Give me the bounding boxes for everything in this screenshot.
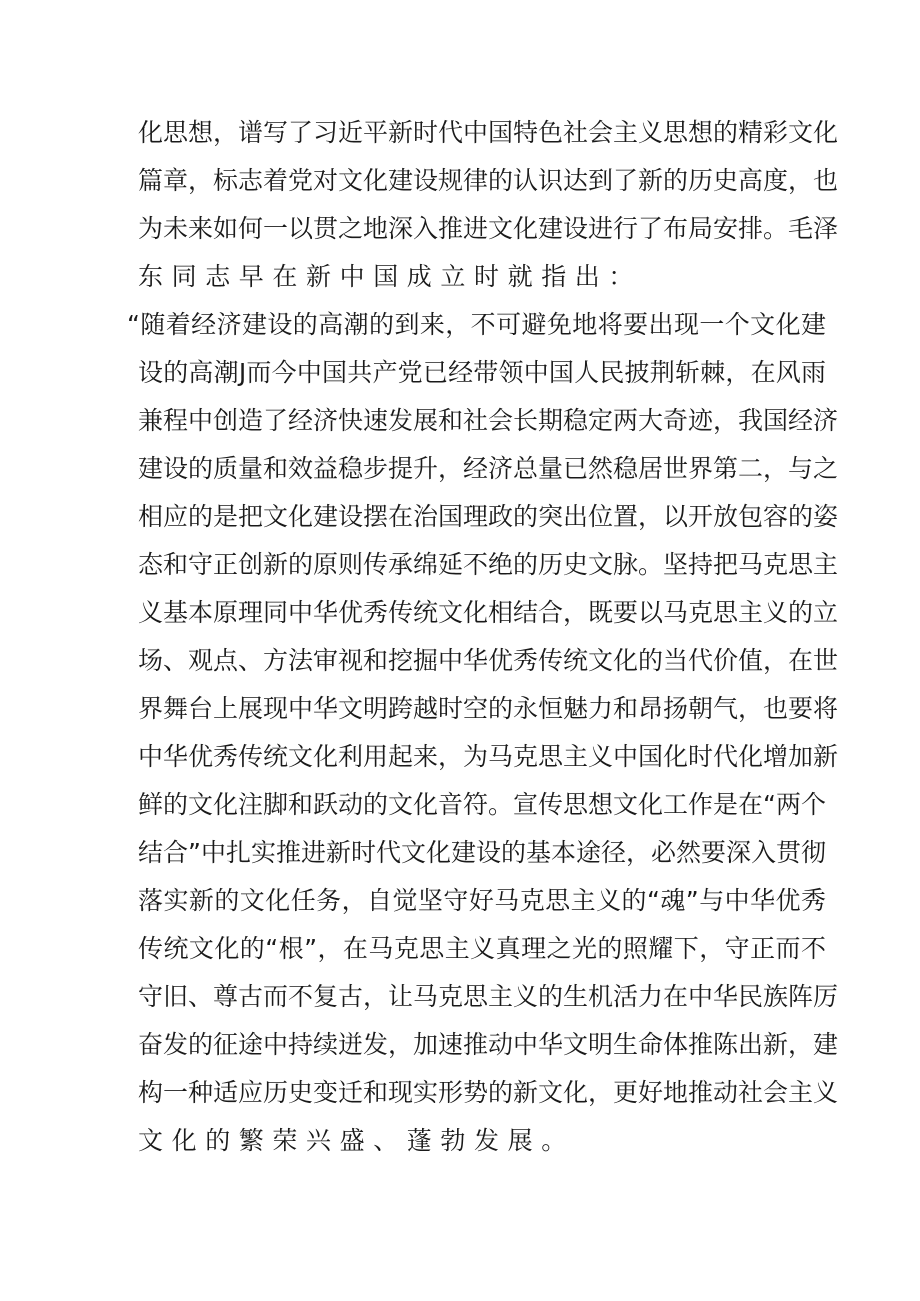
text-line: 场、观点、方法审视和挖掘中华优秀传统文化的当代价值，在世 — [138, 646, 839, 675]
text-line: 相应的是把文化建设摆在治国理政的突出位置，以开放包容的姿 — [138, 502, 839, 531]
text-line: 落实新的文化任务，自觉坚守好马克思主义的“魂”与中华优秀 — [138, 886, 826, 915]
text-line: 东同志早在新中国成立时就指出： — [138, 262, 643, 291]
text-line: 义基本原理同中华优秀传统文化相结合，既要以马克思主义的立 — [138, 598, 839, 627]
text-line: 中华优秀传统文化利用起来，为马克思主义中国化时代化增加新 — [138, 742, 839, 771]
text-line: “随着经济建设的高潮的到来，不可避免地将要出现一个文化建 — [127, 310, 826, 339]
text-line: 设的高潮J而今中国共产党已经带领中国人民披荆斩棘，在风雨 — [138, 358, 826, 387]
text-line: 为未来如何一以贯之地深入推进文化建设进行了布局安排。毛泽 — [138, 214, 839, 243]
text-line: 兼程中创造了经济快速发展和社会长期稳定两大奇迹，我国经济 — [138, 406, 839, 435]
text-line: 文化的繁荣兴盛、蓬勃发展。 — [138, 1126, 575, 1155]
text-line: 奋发的征途中持续迸发，加速推动中华文明生命体推陈出新，建 — [138, 1030, 839, 1059]
text-line: 化思想，谱写了习近平新时代中国特色社会主义思想的精彩文化 — [138, 118, 839, 147]
text-line: 篇章，标志着党对文化建设规律的认识达到了新的历史高度，也 — [138, 166, 839, 195]
text-line: 界舞台上展现中华文明跨越时空的永恒魅力和昂扬朝气，也要将 — [138, 694, 839, 723]
text-line: 鲜的文化注脚和跃动的文化音符。宣传思想文化工作是在“两个 — [138, 790, 826, 819]
text-line: 结合”中扎实推进新时代文化建设的基本途径，必然要深入贯彻 — [138, 838, 826, 867]
text-line: 态和守正创新的原则传承绵延不绝的历史文脉。坚持把马克思主 — [138, 550, 839, 579]
text-line: 守旧、尊古而不复古，让马克思主义的生机活力在中华民族阵厉 — [138, 982, 839, 1011]
text-line: 传统文化的“根”，在马克思主义真理之光的照耀下，守正而不 — [138, 934, 826, 963]
text-line: 构一种适应历史变迁和现实形势的新文化，更好地推动社会主义 — [138, 1078, 839, 1107]
text-line: 建设的质量和效益稳步提升，经济总量已然稳居世界第二，与之 — [138, 454, 839, 483]
